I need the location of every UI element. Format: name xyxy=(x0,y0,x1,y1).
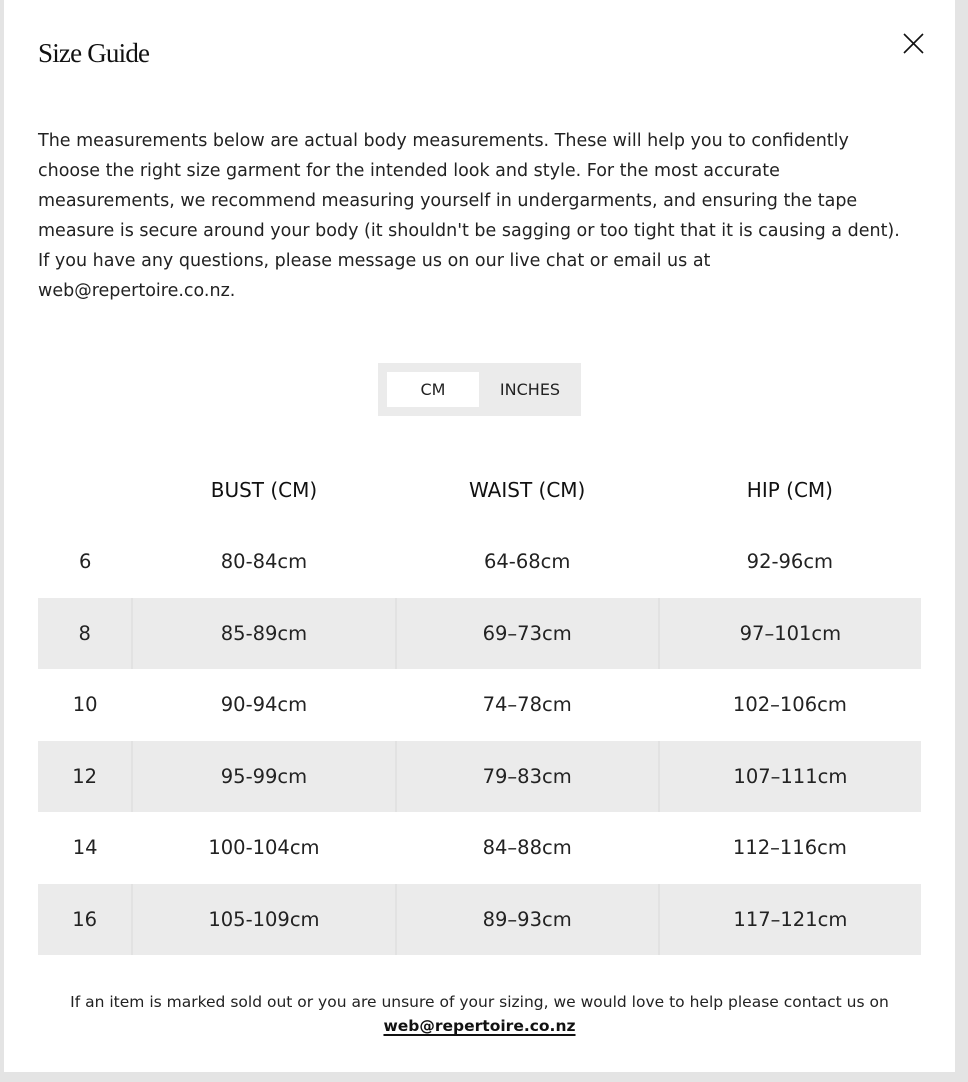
table-row xyxy=(38,526,921,598)
waist-cell: 74–78cm xyxy=(482,693,572,717)
hip-cell: 97–101cm xyxy=(659,598,921,670)
unit-inches-button[interactable]: INCHES xyxy=(499,380,561,399)
unit-cm-button[interactable]: CM xyxy=(387,372,479,407)
hip-cell: 107–111cm xyxy=(659,741,921,813)
size-header xyxy=(38,454,132,526)
intro-text: The measurements below are actual body measurements. These will help you to confidently choose the right size garment for the intended look and style. For the most accurate measurements, we recommend measuring yourself in undergarments, and ensuring the tape measure is secure around your body (it shouldn't be sagging or too tight that it is causing a dent). If you have any questions, please message us on our live chat or email us at web@repertoire.co.nz. xyxy=(38,131,900,301)
bust-cell: 100-104cm xyxy=(208,836,320,860)
table-header-row xyxy=(38,454,921,526)
table-row xyxy=(38,598,921,670)
waist-cell: 89–93cm xyxy=(396,884,659,956)
waist-cell: 79–83cm xyxy=(396,741,659,813)
size-cell: 10 xyxy=(72,693,98,717)
waist-cell: 64-68cm xyxy=(483,550,571,574)
hip-cell: 112–116cm xyxy=(732,836,847,860)
table-row xyxy=(38,884,921,956)
footer-text: If an item is marked sold out or you are unsure of your sizing, we would love to help please contact us on xyxy=(70,993,889,1011)
footer-note xyxy=(4,990,955,1038)
size-guide-modal xyxy=(4,0,955,1072)
close-button[interactable] xyxy=(900,30,928,58)
size-cell: 14 xyxy=(72,836,98,860)
table-row xyxy=(38,741,921,813)
waist-cell: 69–73cm xyxy=(396,598,659,670)
email-link[interactable]: web@repertoire.co.nz xyxy=(383,1017,576,1035)
table-row xyxy=(38,812,921,884)
close-icon xyxy=(900,30,928,58)
bust-cell: 95-99cm xyxy=(132,741,395,813)
bust-cell: 90-94cm xyxy=(220,693,308,717)
bust-cell: 105-109cm xyxy=(132,884,395,956)
size-cell: 6 xyxy=(78,550,92,574)
table-row xyxy=(38,669,921,741)
hip-header: HIP (CM) xyxy=(746,478,833,502)
modal-title: Size Guide xyxy=(38,38,150,68)
bust-cell: 85-89cm xyxy=(132,598,395,670)
waist-cell: 84–88cm xyxy=(482,836,572,860)
hip-cell: 117–121cm xyxy=(659,884,921,956)
size-cell: 16 xyxy=(38,884,132,956)
hip-cell: 102–106cm xyxy=(732,693,847,717)
bust-cell: 80-84cm xyxy=(220,550,308,574)
size-table xyxy=(38,454,921,955)
bust-header: BUST (CM) xyxy=(210,478,318,502)
unit-toggle xyxy=(378,363,581,416)
size-cell: 12 xyxy=(38,741,132,813)
size-cell: 8 xyxy=(38,598,132,670)
hip-cell: 92-96cm xyxy=(746,550,834,574)
waist-header: WAIST (CM) xyxy=(468,478,586,502)
